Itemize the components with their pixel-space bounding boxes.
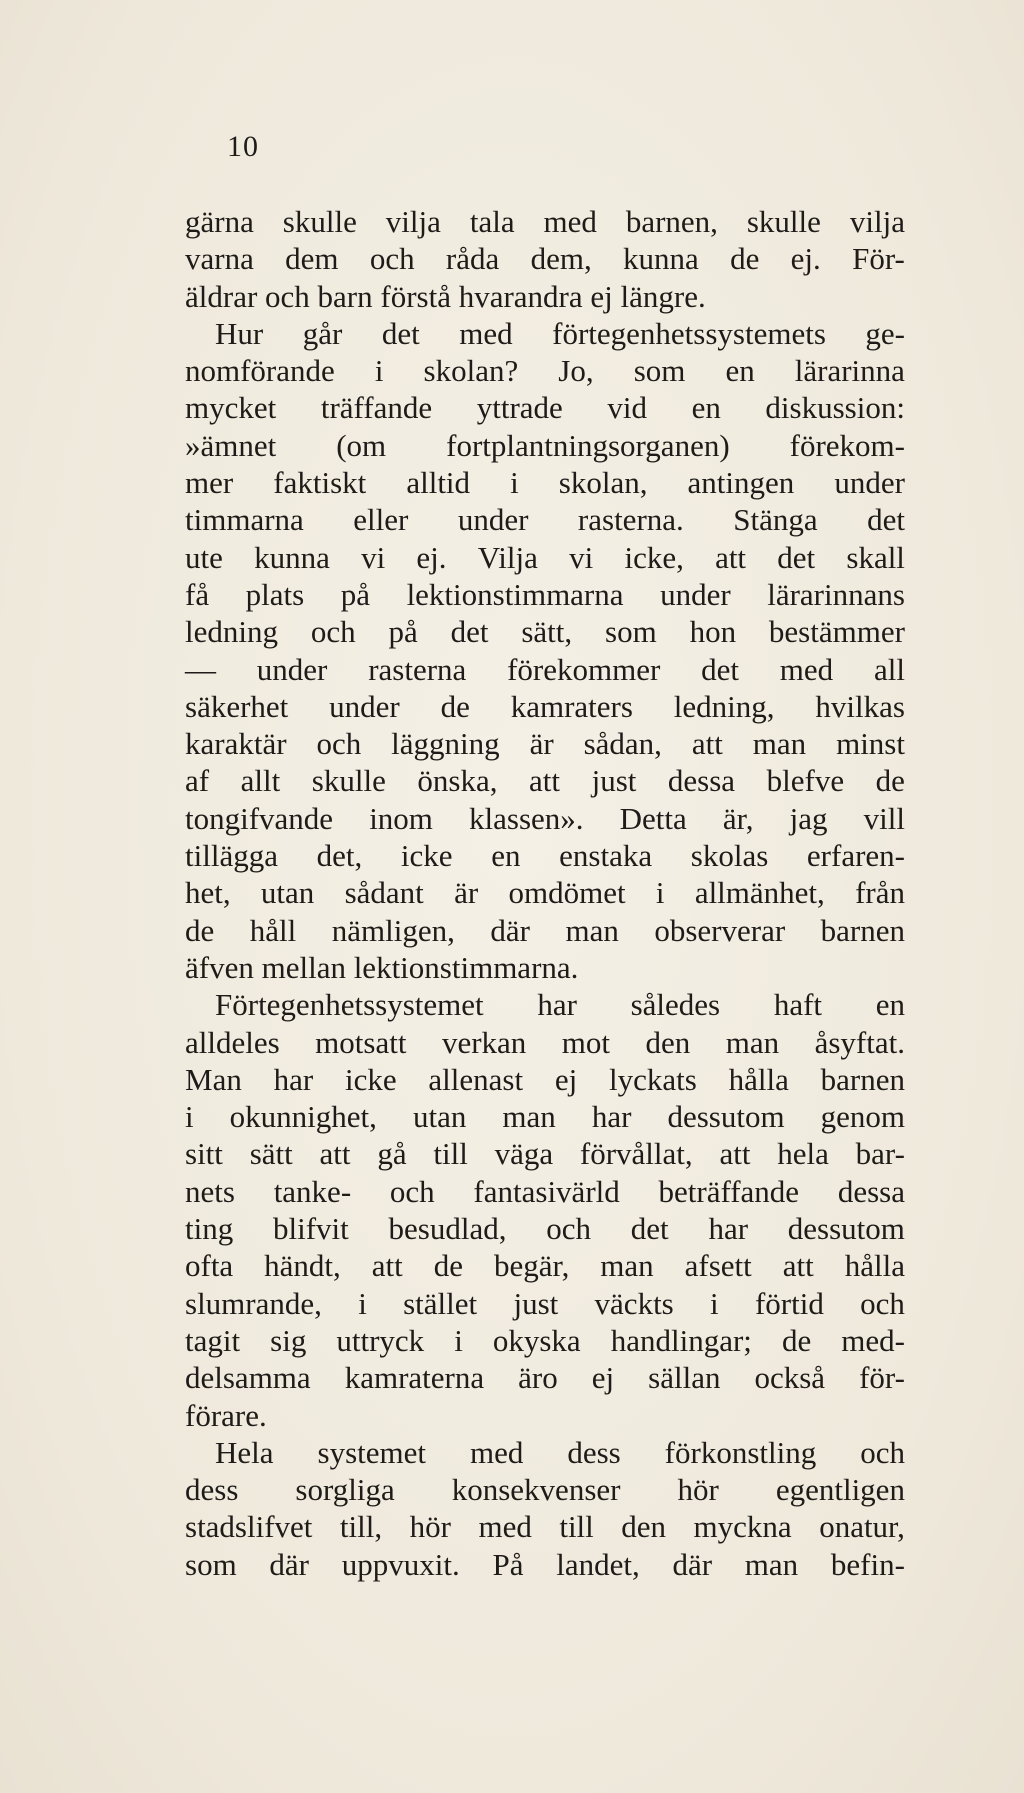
word: en — [875, 987, 905, 1023]
word: alltid — [406, 465, 471, 501]
word: onatur, — [819, 1509, 905, 1545]
word: skolan, — [558, 465, 648, 501]
word: allt — [240, 763, 281, 799]
word: dessa — [667, 763, 736, 799]
word: motsatt — [315, 1024, 407, 1060]
word: erfaren- — [806, 838, 905, 874]
word: mer — [185, 465, 234, 501]
word: där — [672, 1546, 713, 1582]
word: förtegenhetssystemets — [552, 315, 826, 351]
word: de — [185, 912, 215, 948]
word: icke — [400, 838, 453, 874]
word: på — [340, 576, 371, 612]
word: går — [302, 315, 343, 351]
word: är — [454, 875, 479, 911]
word: ofta — [185, 1248, 234, 1284]
word: ej. — [416, 539, 447, 575]
word: åsyftat. — [814, 1024, 905, 1060]
word: lyckats — [609, 1061, 697, 1097]
word: den — [621, 1509, 667, 1545]
word: det — [381, 315, 420, 351]
word: dem — [285, 241, 339, 277]
word: dessutom — [667, 1099, 785, 1135]
word: förekom- — [789, 427, 905, 463]
word: i — [185, 1099, 194, 1135]
word: Man — [185, 1061, 242, 1097]
word: skall — [846, 539, 905, 575]
text-line — [185, 501, 905, 538]
text-line — [185, 352, 905, 389]
word: det — [450, 614, 489, 650]
word: ledning, — [673, 688, 775, 724]
word: dessa — [837, 1173, 905, 1209]
word: handlingar; — [610, 1322, 752, 1358]
word: under — [457, 502, 529, 538]
word: haft — [773, 987, 823, 1023]
word: och — [860, 1285, 905, 1321]
word: tanke- — [273, 1173, 352, 1209]
word: sig — [270, 1322, 307, 1358]
word: i — [454, 1322, 463, 1358]
word: vi — [569, 539, 594, 575]
text-line — [185, 651, 905, 688]
word: hvilkas — [815, 688, 905, 724]
word: under — [256, 651, 328, 687]
word: På — [492, 1546, 524, 1582]
word: man — [752, 726, 807, 762]
text-line — [185, 1247, 905, 1284]
word: het, — [185, 875, 231, 911]
text-line — [185, 1173, 905, 1210]
word: ej — [554, 1061, 578, 1097]
text-line — [185, 912, 905, 949]
text-line — [185, 986, 905, 1023]
word: har — [591, 1099, 632, 1135]
word: tagit — [185, 1322, 241, 1358]
text-line — [185, 389, 905, 426]
text-line — [185, 240, 905, 277]
word: att — [691, 726, 723, 762]
word: tala — [469, 204, 515, 239]
word: säkerhet — [185, 688, 289, 724]
word: Förtegenhetssystemet — [215, 987, 484, 1023]
text-line — [185, 1135, 905, 1172]
text-line — [185, 613, 905, 650]
word: händt, — [264, 1248, 341, 1284]
word: blefve — [766, 763, 845, 799]
word: således — [630, 987, 721, 1023]
word: lektionstimmarna — [406, 576, 624, 612]
word: verkan — [441, 1024, 527, 1060]
text-line — [185, 837, 905, 874]
text-line — [185, 1359, 905, 1396]
word: kunna — [623, 241, 699, 277]
word: har — [537, 987, 577, 1023]
word: tongifvande — [185, 800, 334, 836]
word: just — [591, 763, 637, 799]
word: fantasivärld — [473, 1173, 620, 1209]
word: har — [273, 1061, 314, 1097]
word: barnen, — [625, 204, 718, 239]
text-line — [185, 762, 905, 799]
word: sorgliga — [295, 1472, 395, 1508]
word: omdömet — [508, 875, 626, 911]
word: ute — [185, 539, 223, 575]
word: den — [645, 1024, 691, 1060]
word: man — [600, 1248, 654, 1284]
word: man — [744, 1546, 799, 1582]
word: sådant — [344, 875, 424, 911]
word: att — [529, 763, 561, 799]
word: i — [710, 1285, 719, 1321]
word: gå — [377, 1136, 407, 1172]
word: lärarinna — [794, 353, 905, 389]
word: mycket — [185, 390, 277, 426]
word: diskussion: — [765, 390, 905, 426]
word: till — [559, 1509, 594, 1545]
word: antingen — [687, 465, 795, 501]
word: just — [513, 1285, 559, 1321]
word: träffande — [320, 390, 433, 426]
word: under — [834, 465, 905, 501]
word: önska, — [417, 763, 498, 799]
word: en — [491, 838, 521, 874]
word: vill — [863, 800, 905, 836]
text-line — [185, 800, 905, 837]
word: sitt — [185, 1136, 223, 1172]
word: väckts — [594, 1285, 674, 1321]
word: där — [269, 1546, 310, 1582]
word: hon — [689, 614, 737, 650]
word: skulle — [282, 204, 357, 239]
word: i — [655, 875, 665, 911]
word: och — [860, 1434, 905, 1470]
word: kunna — [254, 539, 330, 575]
word: håll — [249, 912, 297, 948]
word: hör — [409, 1509, 451, 1545]
word: lärarinnans — [767, 576, 905, 612]
word: karaktär — [185, 726, 287, 762]
word: de — [730, 241, 760, 277]
word: hålla — [844, 1248, 905, 1284]
word: hela — [777, 1136, 829, 1172]
word: förtid — [754, 1285, 824, 1321]
word: nomförande — [185, 353, 335, 389]
word: »ämnet — [185, 427, 277, 463]
word: är, — [722, 800, 754, 836]
word: gärna — [185, 204, 254, 239]
word: icke — [344, 1061, 397, 1097]
word: man — [725, 1024, 780, 1060]
word: ledning — [185, 614, 278, 650]
word: barnen — [820, 912, 905, 948]
text-line — [185, 1434, 905, 1471]
word: För- — [852, 241, 905, 277]
word: dess — [185, 1472, 239, 1508]
word: egentligen — [775, 1472, 905, 1508]
word: utan — [412, 1099, 467, 1135]
word: ej. — [790, 241, 821, 277]
text-line — [185, 464, 905, 501]
word: och — [546, 1211, 592, 1247]
word: sådan, — [583, 726, 662, 762]
word: de — [781, 1322, 812, 1358]
word: förkonstling — [664, 1434, 817, 1470]
text-line — [185, 539, 905, 576]
word: en — [691, 390, 721, 426]
word: från — [855, 875, 905, 911]
word: all — [873, 651, 905, 687]
text-line — [185, 1546, 905, 1583]
word: de — [875, 763, 905, 799]
word: delsamma — [185, 1360, 311, 1396]
word: (om — [336, 427, 387, 463]
word: dessutom — [787, 1211, 905, 1247]
word: det — [701, 651, 739, 687]
word: till, — [339, 1509, 383, 1545]
word: alldeles — [185, 1024, 280, 1060]
word: vi — [361, 539, 386, 575]
word: okyska — [492, 1322, 581, 1358]
text-line — [185, 725, 905, 762]
text-line — [185, 315, 905, 352]
text-line — [185, 427, 905, 464]
word: mot — [561, 1024, 610, 1060]
word: afsett — [684, 1248, 752, 1284]
word: i — [358, 1285, 367, 1321]
word: ge- — [865, 315, 905, 351]
word: till — [433, 1136, 468, 1172]
text-line: äfven mellan lektionstimmarna. — [185, 949, 579, 985]
word: råda — [445, 241, 500, 277]
word: bestämmer — [768, 614, 905, 650]
text-line — [185, 1061, 905, 1098]
word: rasterna — [368, 651, 467, 687]
word: jag — [789, 800, 828, 836]
word: förekommer — [507, 651, 661, 687]
word: och — [316, 726, 362, 762]
word: skolas — [690, 838, 769, 874]
word: har — [708, 1211, 749, 1247]
word: hålla — [728, 1061, 789, 1097]
word: skolan? — [423, 353, 519, 389]
word: beträffande — [658, 1173, 800, 1209]
word: stadslifvet — [185, 1509, 313, 1545]
word: förvållat, — [579, 1136, 693, 1172]
word: faktiskt — [273, 465, 367, 501]
word: blifvit — [273, 1211, 349, 1247]
text-line: äldrar och barn förstå hvarandra ej längre. — [185, 278, 706, 314]
word: att — [371, 1248, 403, 1284]
word: att — [319, 1136, 351, 1172]
word: nets — [185, 1173, 235, 1209]
word: med — [478, 1509, 532, 1545]
word: få — [185, 576, 210, 612]
word: plats — [245, 576, 305, 612]
text-line — [185, 1322, 905, 1359]
word: hör — [677, 1472, 719, 1508]
word: med — [779, 651, 834, 687]
body-text — [185, 203, 905, 1583]
word: befin- — [830, 1546, 905, 1582]
word: väga — [494, 1136, 554, 1172]
word: uttryck — [336, 1322, 425, 1358]
word: minst — [836, 726, 905, 762]
word: de — [433, 1248, 463, 1284]
word: slumrande, — [185, 1285, 322, 1321]
word: varna — [185, 241, 254, 277]
word: äro — [518, 1360, 558, 1396]
page-number: 10 — [227, 130, 259, 163]
word: bar- — [855, 1136, 905, 1172]
word: systemet — [317, 1434, 426, 1470]
text-line — [185, 1210, 905, 1247]
word: en — [725, 353, 755, 389]
word: det — [867, 502, 905, 538]
word: enstaka — [559, 838, 653, 874]
word: okunnighet, — [229, 1099, 377, 1135]
word: under — [329, 688, 400, 724]
word: och — [369, 241, 415, 277]
text-line — [185, 874, 905, 911]
word: myckna — [693, 1509, 792, 1545]
text-line — [185, 576, 905, 613]
word: med — [543, 204, 597, 239]
word: som — [605, 614, 657, 650]
text-line — [185, 203, 905, 240]
word: skulle — [746, 204, 821, 239]
word: i — [510, 465, 519, 501]
word: barnen — [820, 1061, 905, 1097]
word: är — [529, 726, 554, 762]
word: landet, — [556, 1546, 640, 1582]
word: ej — [591, 1360, 615, 1396]
text-line — [185, 1024, 905, 1061]
word: fortplantningsorganen) — [446, 427, 730, 463]
word: man — [565, 912, 619, 948]
word: tillägga — [185, 838, 278, 874]
word: de — [440, 688, 470, 724]
word: stället — [403, 1285, 478, 1321]
word: icke, — [624, 539, 684, 575]
word: skulle — [311, 763, 386, 799]
word: med- — [841, 1322, 905, 1358]
word: läggning — [391, 726, 500, 762]
word: det — [777, 539, 816, 575]
word: det — [630, 1211, 669, 1247]
word: allenast — [428, 1061, 524, 1097]
word: som — [633, 353, 686, 389]
word: utan — [260, 875, 315, 911]
word: också — [754, 1360, 826, 1396]
word: för- — [859, 1360, 905, 1396]
word: allmänhet, — [694, 875, 825, 911]
word: och — [310, 614, 356, 650]
word: där — [490, 912, 530, 948]
text-line — [185, 1508, 905, 1545]
word: af — [185, 763, 210, 799]
word: uppvuxit. — [341, 1546, 460, 1582]
text-line — [185, 688, 905, 725]
word: konsekvenser — [451, 1472, 621, 1508]
word: observerar — [654, 912, 786, 948]
text-line — [185, 1471, 905, 1508]
word: det, — [316, 838, 363, 874]
word: nämligen, — [331, 912, 455, 948]
word: med — [469, 1434, 524, 1470]
word: att — [782, 1248, 814, 1284]
word: eller — [353, 502, 409, 538]
word: att — [719, 1136, 751, 1172]
text-line — [185, 1098, 905, 1135]
word: vilja — [849, 204, 905, 239]
word: kamraters — [510, 688, 633, 724]
word: sätt, — [521, 614, 573, 650]
word: besudlad, — [388, 1211, 507, 1247]
word: Detta — [619, 800, 687, 836]
word: Vilja — [477, 539, 538, 575]
word: på — [388, 614, 418, 650]
word: och — [389, 1173, 435, 1209]
word: dess — [567, 1434, 621, 1470]
word: — — [185, 651, 216, 687]
word: genom — [820, 1099, 905, 1135]
word: yttrade — [476, 390, 563, 426]
word: timmarna — [185, 502, 304, 538]
word: som — [185, 1546, 237, 1582]
word: Jo, — [558, 353, 594, 389]
word: sätt — [249, 1136, 293, 1172]
word: Stänga — [733, 502, 818, 538]
word: Hela — [215, 1434, 274, 1470]
word: man — [502, 1099, 556, 1135]
text-line — [185, 1285, 905, 1322]
word: klassen». — [469, 800, 584, 836]
word: begär, — [493, 1248, 570, 1284]
word: vid — [607, 390, 647, 426]
word: i — [374, 353, 384, 389]
word: inom — [369, 800, 433, 836]
word: rasterna. — [577, 502, 684, 538]
word: kamraterna — [344, 1360, 485, 1396]
word: ting — [185, 1211, 234, 1247]
word: under — [660, 576, 731, 612]
word: Hur — [215, 315, 264, 351]
word: att — [715, 539, 747, 575]
word: dem, — [530, 241, 592, 277]
word: med — [459, 315, 513, 351]
text-line: förare. — [185, 1397, 267, 1433]
word: sällan — [648, 1360, 721, 1396]
word: vilja — [385, 204, 441, 239]
